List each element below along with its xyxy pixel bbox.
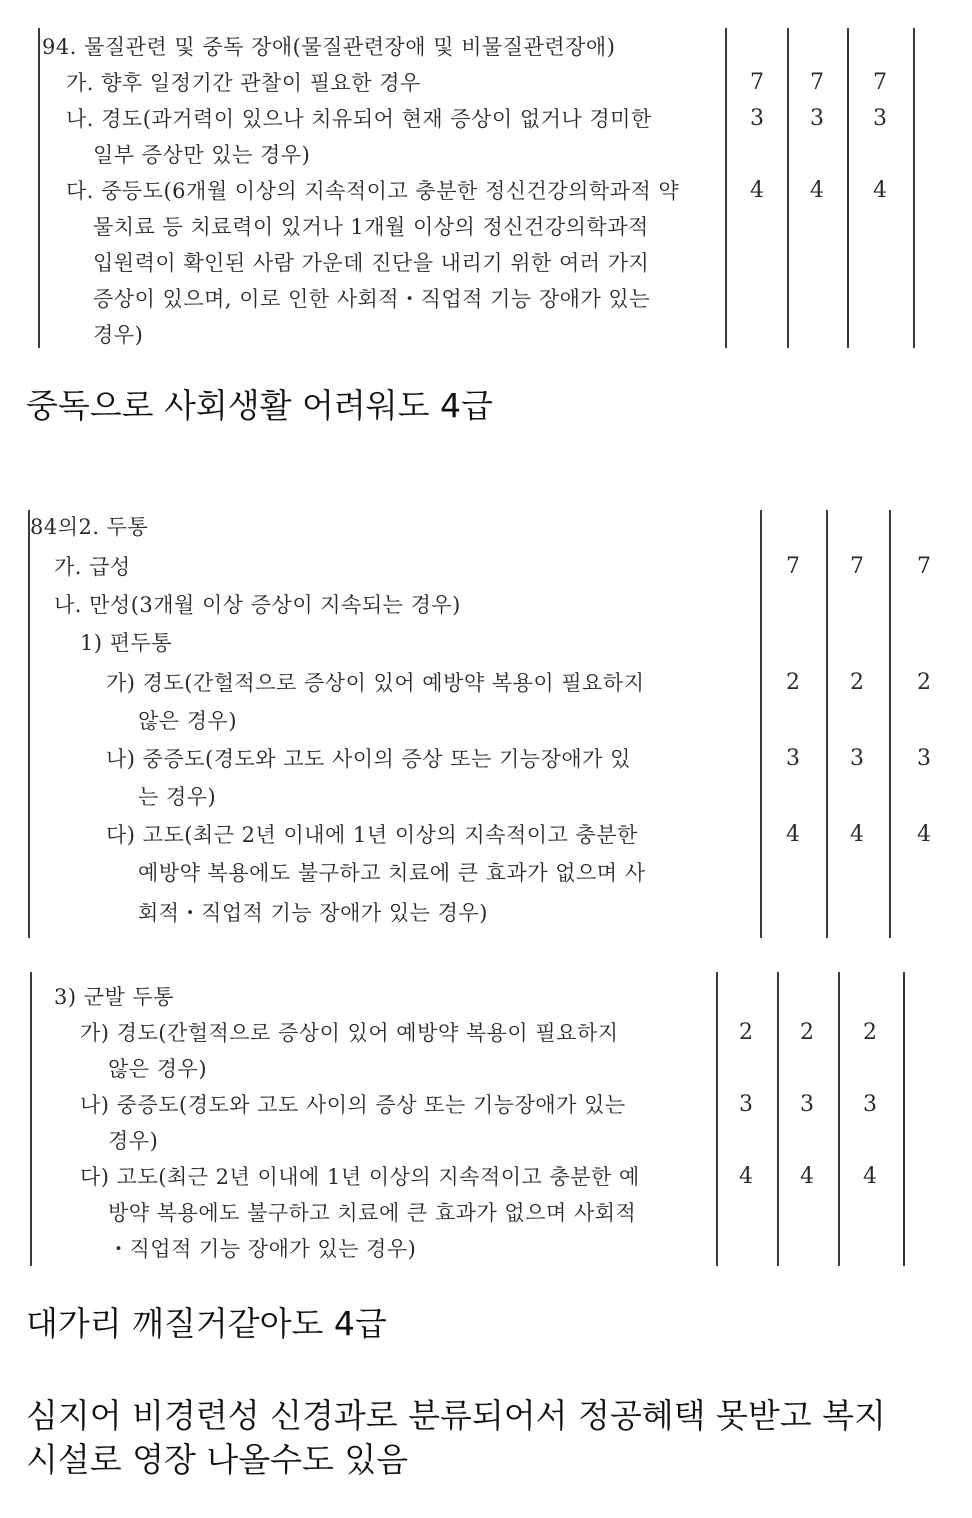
table-column-divider	[826, 510, 828, 938]
grade-value: 7	[810, 70, 824, 95]
grade-value: 2	[739, 1020, 753, 1045]
grade-value: 2	[800, 1020, 814, 1045]
grade-value: 4	[873, 178, 887, 203]
grade-value: 4	[750, 178, 764, 203]
grade-value: 3	[850, 746, 864, 771]
table-border-left	[38, 28, 40, 348]
grade-value: 4	[800, 1164, 814, 1189]
table-column-divider	[760, 510, 762, 938]
item-text: 않은 경우)	[138, 709, 238, 733]
item-text: 물치료 등 치료력이 있거나 1개월 이상의 정신건강의학과적	[93, 215, 649, 239]
item-text: 나. 만성(3개월 이상 증상이 지속되는 경우)	[54, 593, 461, 617]
grade-value: 3	[810, 106, 824, 131]
grade-value: 3	[800, 1092, 814, 1117]
grade-value: 4	[917, 822, 931, 847]
section-heading: 3) 군발 두통	[54, 985, 175, 1009]
table-cluster-headache	[0, 972, 972, 1266]
item-text: 회적・직업적 기능 장애가 있는 경우)	[138, 901, 488, 925]
grade-value: 3	[863, 1092, 877, 1117]
table-column-divider	[716, 972, 718, 1266]
item-text: 다) 고도(최근 2년 이내에 1년 이상의 지속적이고 충분한	[106, 823, 638, 847]
caption-note-line2: 시설로 영장 나올수도 있음	[26, 1440, 409, 1479]
grade-value: 3	[873, 106, 887, 131]
grade-value: 7	[786, 554, 800, 579]
grade-value: 4	[850, 822, 864, 847]
grade-value: 4	[786, 822, 800, 847]
caption-addiction: 중독으로 사회생활 어려워도 4급	[26, 386, 493, 425]
item-text: 가. 향후 일정기간 관찰이 필요한 경우	[66, 71, 421, 95]
grade-value: 4	[810, 178, 824, 203]
item-text: 입원력이 확인된 사람 가운데 진단을 내리기 위한 여러 가지	[93, 251, 650, 275]
grade-value: 7	[750, 70, 764, 95]
grade-value: 2	[850, 670, 864, 695]
table-column-divider	[903, 972, 905, 1266]
item-text: 다. 중등도(6개월 이상의 지속적이고 충분한 정신건강의학과적 약	[66, 179, 680, 203]
item-text: 가) 경도(간헐적으로 증상이 있어 예방약 복용이 필요하지	[80, 1021, 619, 1045]
grade-value: 4	[739, 1164, 753, 1189]
item-text: 나. 경도(과거력이 있으나 치유되어 현재 증상이 없거나 경미한	[66, 107, 652, 131]
grade-value: 2	[863, 1020, 877, 1045]
item-text: 예방약 복용에도 불구하고 치료에 큰 효과가 없으며 사	[138, 861, 646, 885]
item-text: 방약 복용에도 불구하고 치료에 큰 효과가 없으며 사회적	[108, 1201, 637, 1225]
caption-note-line1: 심지어 비경련성 신경과로 분류되어서 정공혜택 못받고 복지	[26, 1396, 886, 1435]
grade-value: 7	[917, 554, 931, 579]
grade-value: 2	[786, 670, 800, 695]
table-substance-disorder	[0, 28, 972, 348]
item-text: 가. 급성	[54, 555, 131, 579]
table-column-divider	[725, 28, 727, 348]
table-column-divider	[913, 28, 915, 348]
table-column-divider	[787, 28, 789, 348]
item-text: 나) 중증도(경도와 고도 사이의 증상 또는 기능장애가 있	[106, 747, 631, 771]
table-column-divider	[889, 510, 891, 938]
caption-headache: 대가리 깨질거같아도 4급	[26, 1304, 387, 1343]
item-text: 나) 중증도(경도와 고도 사이의 증상 또는 기능장애가 있는	[80, 1093, 626, 1117]
grade-value: 4	[863, 1164, 877, 1189]
section-heading: 94. 물질관련 및 중독 장애(물질관련장애 및 비물질관련장애)	[42, 35, 616, 59]
grade-value: 3	[750, 106, 764, 131]
grade-value: 3	[917, 746, 931, 771]
grade-value: 2	[917, 670, 931, 695]
grade-value: 3	[786, 746, 800, 771]
grade-value: 7	[850, 554, 864, 579]
item-text: 경우)	[93, 323, 144, 347]
table-border-left	[30, 972, 32, 1266]
table-column-divider	[847, 28, 849, 348]
item-text: 증상이 있으며, 이로 인한 사회적・직업적 기능 장애가 있는	[93, 287, 650, 311]
item-text: 경우)	[108, 1129, 159, 1153]
grade-value: 7	[873, 70, 887, 95]
table-headache	[0, 510, 972, 938]
grade-value: 3	[739, 1092, 753, 1117]
item-text: 1) 편두통	[80, 631, 173, 655]
section-heading: 84의2. 두통	[30, 515, 149, 539]
table-column-divider	[777, 972, 779, 1266]
table-column-divider	[838, 972, 840, 1266]
item-text: 가) 경도(간헐적으로 증상이 있어 예방약 복용이 필요하지	[106, 671, 645, 695]
item-text: 다) 고도(최근 2년 이내에 1년 이상의 지속적이고 충분한 예	[80, 1165, 640, 1189]
item-text: 않은 경우)	[108, 1057, 208, 1081]
item-text: 일부 증상만 있는 경우)	[93, 143, 311, 167]
item-text: 는 경우)	[138, 785, 217, 809]
table-border-left	[28, 510, 30, 938]
item-text: ・직업적 기능 장애가 있는 경우)	[108, 1237, 417, 1261]
